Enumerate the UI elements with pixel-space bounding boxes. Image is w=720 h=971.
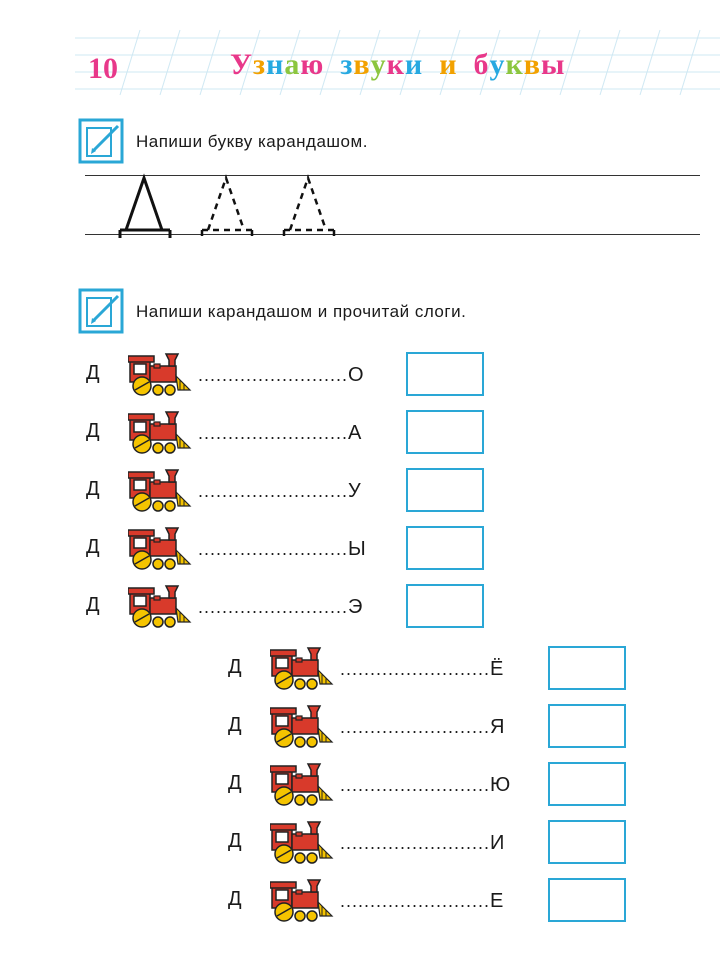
- vowel-letter: Э: [348, 596, 363, 618]
- dotted-line: [340, 774, 510, 797]
- title-letter: н: [266, 48, 285, 81]
- vowel-letter: О: [348, 364, 364, 386]
- letter-d-tracing: [112, 170, 342, 245]
- consonant-letter: Д: [86, 536, 100, 558]
- dotted-line: [340, 716, 504, 739]
- title-letter: у: [370, 48, 387, 81]
- title-letter: к: [505, 48, 524, 81]
- train-icon: [270, 878, 334, 929]
- title-letter: у: [489, 48, 506, 81]
- vowel-letter: А: [348, 422, 362, 444]
- title-letter: к: [386, 48, 405, 81]
- title-letter: з: [340, 48, 354, 81]
- dotted-line: [340, 890, 503, 913]
- vowel-letter: Ю: [490, 774, 511, 796]
- train-icon: [128, 468, 192, 519]
- dotted-trace: .........................: [198, 539, 349, 559]
- vowel-letter: У: [348, 480, 361, 502]
- vowel-letter: Я: [490, 716, 505, 738]
- answer-box[interactable]: [548, 878, 626, 922]
- train-icon: [270, 704, 334, 755]
- dotted-line: [198, 538, 366, 561]
- consonant-letter: Д: [86, 478, 100, 500]
- train-icon: [128, 584, 192, 635]
- answer-box[interactable]: [406, 468, 484, 512]
- title-letter: и: [404, 48, 424, 81]
- page-title: [230, 48, 565, 82]
- dotted-trace: .........................: [198, 481, 349, 501]
- consonant-letter: Д: [228, 656, 242, 678]
- vowel-letter: Е: [490, 890, 504, 912]
- title-letter: ю: [300, 48, 325, 81]
- task2-instruction: Напиши карандашом и прочитай слоги.: [136, 302, 467, 321]
- dotted-line: [198, 596, 362, 619]
- task1-instruction: Напиши букву карандашом.: [136, 132, 368, 151]
- page-number: 10: [88, 52, 118, 85]
- letter-d-dashed: [202, 178, 252, 238]
- letter-d-sample: [120, 178, 170, 238]
- title-letter: в: [523, 48, 541, 81]
- train-icon: [270, 762, 334, 813]
- train-icon: [128, 526, 192, 577]
- title-letter: в: [353, 48, 371, 81]
- pencil-notebook-icon: [78, 288, 124, 334]
- consonant-letter: Д: [86, 594, 100, 616]
- consonant-letter: Д: [228, 830, 242, 852]
- train-icon: [128, 410, 192, 461]
- answer-box[interactable]: [406, 584, 484, 628]
- title-letter: ы: [540, 48, 566, 81]
- consonant-letter: Д: [228, 714, 242, 736]
- train-icon: [270, 820, 334, 871]
- dotted-trace: .........................: [340, 717, 491, 737]
- title-letter: б: [473, 48, 490, 81]
- pencil-notebook-icon: [78, 118, 124, 164]
- dotted-line: [198, 422, 361, 445]
- consonant-letter: Д: [228, 888, 242, 910]
- dotted-trace: .........................: [198, 365, 349, 385]
- dotted-line: [340, 832, 504, 855]
- letter-d-dashed: [284, 178, 334, 238]
- answer-box[interactable]: [406, 352, 484, 396]
- dotted-line: [340, 658, 503, 681]
- answer-box[interactable]: [406, 526, 484, 570]
- dotted-trace: .........................: [340, 775, 491, 795]
- vowel-letter: Ё: [490, 658, 504, 680]
- consonant-letter: Д: [86, 420, 100, 442]
- vowel-letter: И: [490, 832, 505, 854]
- answer-box[interactable]: [548, 762, 626, 806]
- consonant-letter: Д: [86, 362, 100, 384]
- title-letter: и: [439, 48, 458, 81]
- title-letter: а: [284, 48, 301, 81]
- dotted-trace: .........................: [198, 597, 349, 617]
- title-letter: У: [230, 48, 254, 81]
- dotted-trace: .........................: [198, 423, 349, 443]
- dotted-trace: .........................: [340, 659, 491, 679]
- train-icon: [270, 646, 334, 697]
- answer-box[interactable]: [548, 820, 626, 864]
- dotted-trace: .........................: [340, 891, 491, 911]
- title-letter: з: [253, 48, 267, 81]
- consonant-letter: Д: [228, 772, 242, 794]
- answer-box[interactable]: [548, 646, 626, 690]
- dotted-trace: .........................: [340, 833, 491, 853]
- answer-box[interactable]: [406, 410, 484, 454]
- vowel-letter: Ы: [348, 538, 366, 560]
- dotted-line: [198, 364, 364, 387]
- train-icon: [128, 352, 192, 403]
- answer-box[interactable]: [548, 704, 626, 748]
- dotted-line: [198, 480, 361, 503]
